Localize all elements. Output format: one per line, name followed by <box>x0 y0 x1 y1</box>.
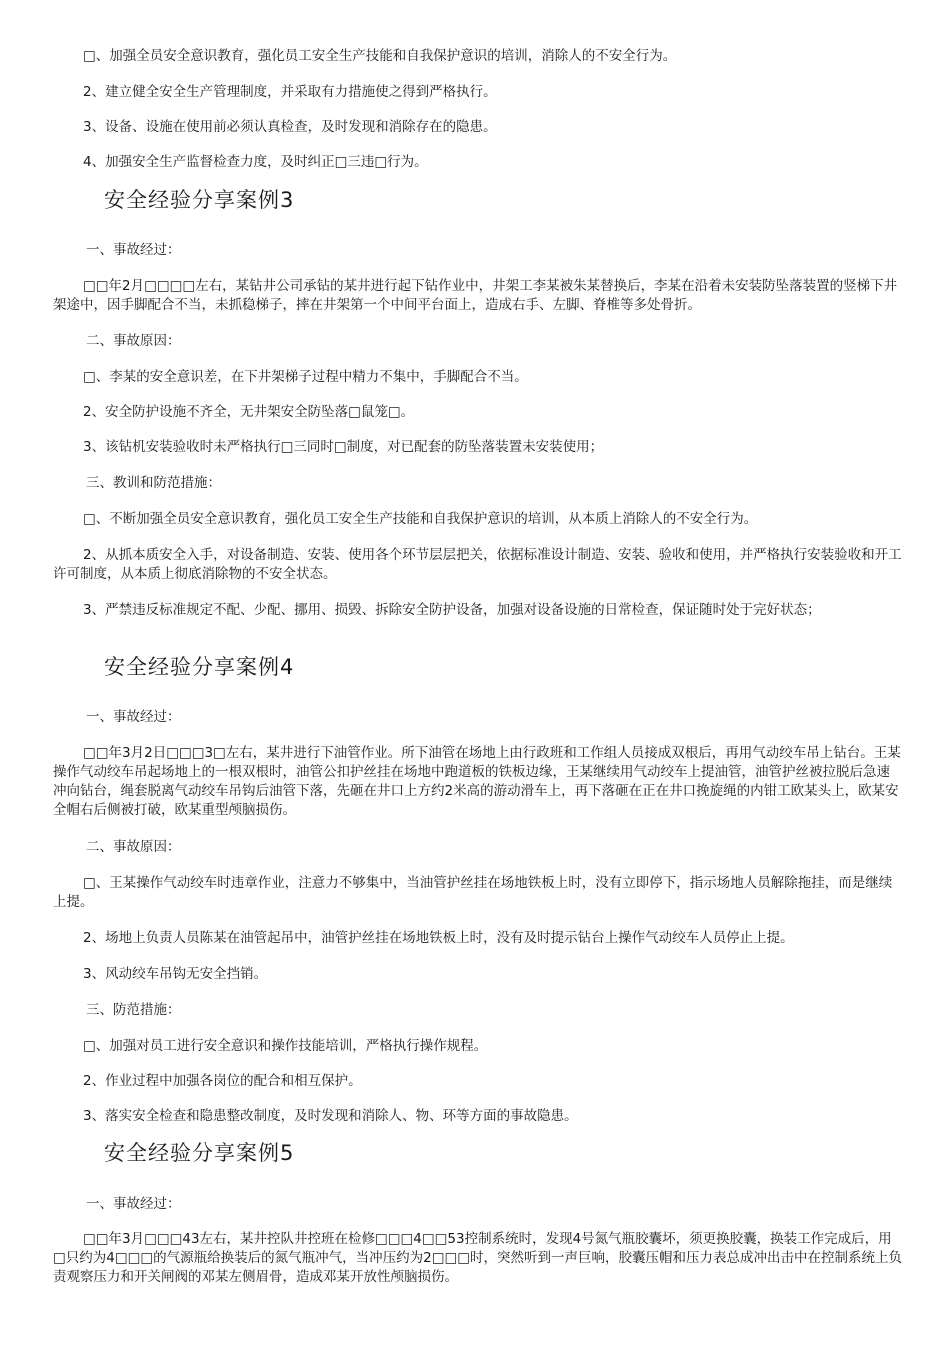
case-heading: 安全经验分享案例3 <box>104 188 295 212</box>
paragraph: □□年3月2日□□□3□左右，某井进行下油管作业。所下油管在场地上由行政班和工作组人员接成双根后，再用气动绞车吊上钻台。王某操作气动绞车吊起场地上的一根双根时，油管公扣护丝挂在场地中跑道板的铁板边缘，王某继续用气动绞车上提油管，油管护丝被拉脱后急速冲向钻台，绳套脱离气动绞车吊钩后油管下落，先砸在井口上方约2米高的游动滑车上，再下落砸在正在井口挽旋绳的内钳工欧某头上，欧某安全帽右后侧被打破，欧某重型颅脑损伤。 <box>53 745 901 818</box>
paragraph: 2、场地上负责人员陈某在油管起吊中，油管护丝挂在场地铁板上时，没有及时提示钻台上操作气动绞车人员停止上提。 <box>83 930 794 946</box>
section-subheading: 三、防范措施： <box>86 1002 181 1018</box>
paragraph: 2、安全防护设施不齐全，无井架安全防坠落□鼠笼□。 <box>83 404 415 420</box>
case-heading: 安全经验分享案例4 <box>104 655 295 679</box>
paragraph: □、王某操作气动绞车时违章作业，注意力不够集中，当油管护丝挂在场地铁板上时，没有立即停下，指示场地人员解除拖挂，而是继续上提。 <box>53 875 893 910</box>
paragraph: □□年2月□□□□左右，某钻井公司承钻的某井进行起下钻作业中，井架工李某被朱某替换后，李某在沿着未安装防坠落装置的竖梯下井架途中，因手脚配合不当，未抓稳梯子，摔在井架第一个中间平台面上，造成右手、左脚、脊椎等多处骨折。 <box>53 278 898 313</box>
paragraph: 2、从抓本质安全入手，对设备制造、安装、使用各个环节层层把关，依据标准设计制造、安装、验收和使用，并严格执行安装验收和开工许可制度，从本质上彻底消除物的不安全状态。 <box>53 547 902 582</box>
section-subheading: 一、事故经过： <box>86 709 181 725</box>
section-subheading: 一、事故经过： <box>86 1196 181 1212</box>
section-subheading: 二、事故原因： <box>86 333 181 349</box>
paragraph: 3、严禁违反标准规定不配、少配、挪用、损毁、拆除安全防护设备，加强对设备设施的日常检查，保证随时处于完好状态； <box>83 602 821 618</box>
paragraph: 4、加强安全生产监督检查力度，及时纠正□三违□行为。 <box>83 154 428 170</box>
paragraph: 3、设备、设施在使用前必须认真检查，及时发现和消除存在的隐患。 <box>83 119 497 135</box>
paragraph: □、李某的安全意识差，在下井架梯子过程中精力不集中，手脚配合不当。 <box>83 369 528 385</box>
section-subheading: 二、事故原因： <box>86 839 181 855</box>
paragraph: □□年3月□□□43左右，某井控队井控班在检修□□□4□□53控制系统时，发现4号氮气瓶胶囊坏，须更换胶囊，换装工作完成后，用□只约为4□□□的气源瓶给换装后的氮气瓶冲气，当冲压约为2□□□时，突然听到一声巨响，胶囊压帽和压力表总成冲出击中在控制系统上负责观察压力和开关闸阀的邓某左侧眉骨，造成邓某开放性颅脑损伤。 <box>53 1231 902 1285</box>
paragraph: 3、落实安全检查和隐患整改制度，及时发现和消除人、物、环等方面的事故隐患。 <box>83 1108 578 1124</box>
paragraph: 3、风动绞车吊钩无安全挡销。 <box>83 966 268 982</box>
paragraph: □、加强全员安全意识教育，强化员工安全生产技能和自我保护意识的培训，消除人的不安全行为。 <box>83 48 677 64</box>
paragraph: 2、作业过程中加强各岗位的配合和相互保护。 <box>83 1073 362 1089</box>
section-subheading: 三、教训和防范措施： <box>86 475 221 491</box>
paragraph: 3、该钻机安装验收时未严格执行□三同时□制度，对已配套的防坠落装置未安装使用； <box>83 439 604 455</box>
section-subheading: 一、事故经过： <box>86 242 181 258</box>
case-heading: 安全经验分享案例5 <box>104 1141 295 1165</box>
paragraph: 2、建立健全安全生产管理制度，并采取有力措施使之得到严格执行。 <box>83 84 497 100</box>
paragraph: □、不断加强全员安全意识教育，强化员工安全生产技能和自我保护意识的培训，从本质上消除人的不安全行为。 <box>83 511 758 527</box>
paragraph: □、加强对员工进行安全意识和操作技能培训，严格执行操作规程。 <box>83 1038 488 1054</box>
